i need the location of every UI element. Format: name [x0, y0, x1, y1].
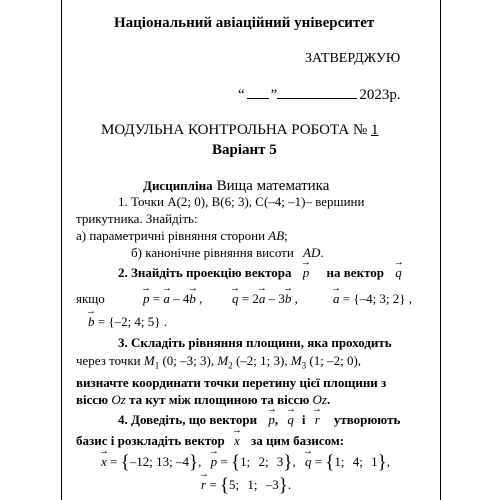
- task1-text1: Точки A(2; 0), B(6; 3), C(–4; –1)– вершини: [131, 194, 365, 209]
- vector-p: → p: [268, 413, 275, 426]
- q-definition: → q = {1; 4; 1},: [305, 454, 390, 469]
- x-values: –12; 13; –4: [129, 454, 189, 469]
- p-definition: → p = {1; 2; 3},: [211, 454, 299, 469]
- eq4-rhs: = {–2; 4; 5} .: [94, 314, 168, 329]
- point-m1-coords: (0; –3; 3),: [159, 353, 215, 368]
- eq2-op: – 3: [265, 291, 285, 306]
- task2-eq2: [232, 292, 298, 305]
- work-title-text: МОДУЛЬНА КОНТРОЛЬНА РОБОТА №: [101, 122, 368, 138]
- eq3-rhs: = {–4; 3; 2} ,: [339, 291, 413, 306]
- work-title: [101, 123, 379, 138]
- eq3-lhs: → a: [333, 292, 340, 305]
- task2-text2: на вектор: [326, 265, 385, 280]
- day-blank: [247, 98, 269, 99]
- discipline-label: Дисципліна: [143, 178, 213, 193]
- task1-a-text: а) параметричні рівняння сторони: [76, 228, 269, 243]
- q-eq: =: [311, 454, 326, 469]
- approval-date: [238, 88, 401, 103]
- task3-line1: [118, 336, 392, 349]
- university-name: Національний авіаційний університет: [114, 15, 375, 31]
- task1-number: 1.: [118, 194, 128, 209]
- task4-vectors-row2: → r = {5; 1; –3}.: [201, 476, 291, 495]
- task1-b-var: AD: [303, 245, 321, 260]
- x-eq: =: [106, 454, 121, 469]
- task1-item-b: [131, 246, 324, 259]
- eq1-lhs: → p: [143, 292, 150, 305]
- eq1-b: → b: [189, 292, 196, 305]
- eq1-eq: =: [149, 291, 164, 306]
- task3-text4c: .: [326, 392, 331, 407]
- task4-sep: ,: [274, 412, 279, 427]
- r-open-brace: {: [219, 475, 230, 496]
- date-year: 2023р.: [359, 87, 401, 103]
- vector-x: → x: [234, 434, 240, 447]
- discipline-line: [143, 178, 329, 194]
- task2-text1: Знайдіть проекцію вектора: [131, 265, 292, 280]
- point-m2-coords: (–2; 1; 3),: [232, 353, 288, 368]
- task1-line1: [118, 195, 364, 208]
- task4-text2: утворюють: [333, 412, 401, 427]
- approve-label: ЗАТВЕРДЖУЮ: [305, 51, 401, 66]
- task2-eq4: [88, 315, 167, 328]
- task2-if: якщо: [76, 291, 105, 306]
- r-values: 5; 1; –3: [229, 477, 279, 492]
- point-m3-index: 3: [301, 360, 307, 371]
- date-close-quote: ”: [270, 87, 278, 103]
- discipline-name: Вища математика: [216, 178, 330, 194]
- x-definition: → x = {–12; 13; –4},: [101, 454, 205, 469]
- eq4-lhs: → b: [88, 315, 95, 328]
- eq2-a: → a: [259, 292, 266, 305]
- eq2-b: → b: [285, 292, 292, 305]
- task2-eq1: [143, 292, 202, 305]
- q-open-brace: {: [325, 452, 335, 473]
- point-m3-coords: (1; –2; 0),: [306, 353, 362, 368]
- axis-oz-1: Oz: [111, 392, 126, 407]
- task3-text1: Складіть рівняння площини, яка проходить: [131, 335, 392, 350]
- p-close-brace: }: [283, 452, 293, 473]
- q-values: 1; 4; 1: [334, 454, 378, 469]
- month-blank: [277, 98, 357, 99]
- task3-number: 3.: [118, 335, 128, 350]
- point-m1-index: 1: [154, 360, 160, 371]
- task2-eq3: [333, 292, 412, 305]
- point-m2: M: [217, 353, 229, 368]
- eq2-eq: = 2: [238, 291, 259, 306]
- variant-title: Варіант 5: [212, 142, 277, 158]
- task1-b-text: б) канонічне рівняння висоти: [131, 245, 298, 260]
- x-lhs: → x: [101, 455, 107, 468]
- vector-q: → q: [395, 266, 402, 279]
- task1-line2: трикутника. Знайдіть:: [76, 211, 198, 226]
- point-m2-index: 2: [228, 360, 233, 371]
- r-close-brace: }: [278, 475, 288, 496]
- date-open-quote: “: [238, 87, 245, 103]
- task1-a-var: AB: [268, 228, 285, 243]
- task4-text3: базис і розкладіть вектор: [76, 433, 225, 448]
- p-values: 1; 2; 3: [240, 454, 284, 469]
- task2-line1: [118, 266, 402, 279]
- task4-line1: [118, 413, 400, 426]
- task4-text4: за цим базисом:: [251, 433, 345, 448]
- eq1-end: ,: [195, 291, 203, 306]
- point-m3: M: [290, 353, 302, 368]
- point-m1: M: [143, 353, 155, 368]
- task2-number: 2.: [118, 265, 128, 280]
- r-lhs: → r: [201, 478, 206, 491]
- task3-text4a: віссю: [76, 392, 112, 407]
- eq2-lhs: → q: [232, 292, 239, 305]
- p-open-brace: {: [230, 452, 241, 473]
- p-lhs: → p: [211, 455, 218, 468]
- vector-r: → r: [315, 413, 320, 426]
- x-open-brace: {: [120, 452, 130, 473]
- eq2-end: ,: [291, 291, 298, 306]
- r-eq: =: [206, 477, 220, 492]
- work-number: 1: [371, 122, 379, 138]
- task4-vectors-row1: [101, 453, 390, 472]
- vector-q: → q: [287, 413, 294, 426]
- axis-oz-2: Oz: [312, 392, 327, 407]
- task3-line3: визначте координати точки перетину цієї площини з: [76, 375, 387, 390]
- task3-line2: [76, 354, 361, 371]
- task1-item-a: [76, 229, 288, 242]
- eq1-a: → a: [163, 292, 170, 305]
- x-close-brace: }: [188, 452, 199, 473]
- q-close-brace: }: [377, 452, 387, 473]
- q-lhs: → q: [305, 455, 312, 468]
- task4-text1: Доведіть, що вектори: [131, 412, 258, 427]
- vector-p: → p: [303, 266, 310, 279]
- eq1-op: – 4: [169, 291, 190, 306]
- task3-text4b: та кут між площиною та віссю: [125, 392, 313, 407]
- task4-number: 4.: [118, 412, 128, 427]
- task4-and: і: [301, 412, 306, 427]
- task1-a-end: ;: [284, 228, 288, 243]
- task3-text2: через точки: [76, 353, 144, 368]
- task1-b-end: .: [320, 245, 324, 260]
- p-eq: =: [217, 454, 231, 469]
